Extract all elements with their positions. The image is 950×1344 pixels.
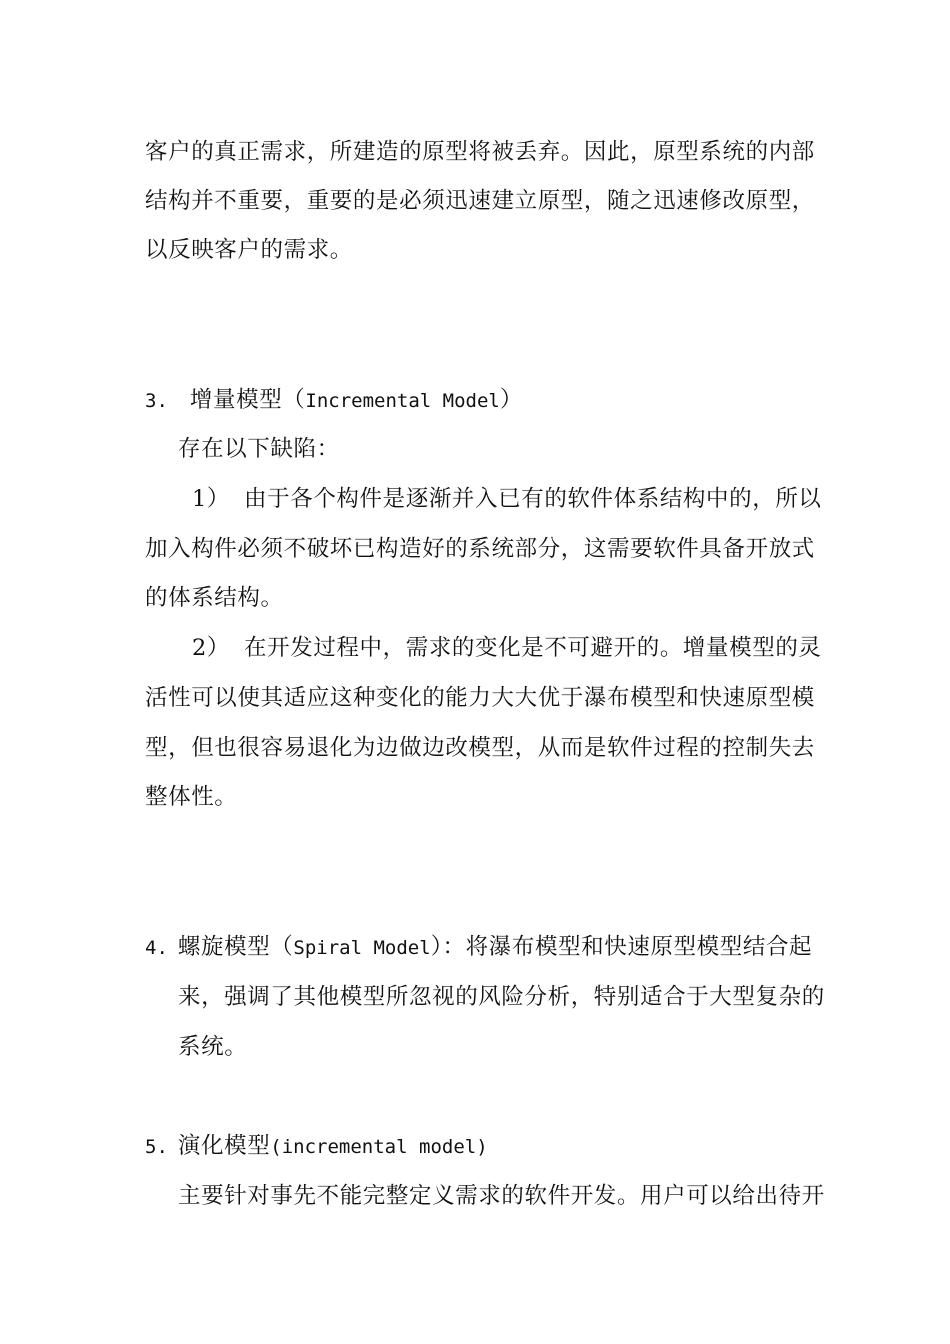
paragraph-line: 结构并不重要，重要的是必须迅速建立原型，随之迅速修改原型， xyxy=(145,188,815,214)
section-title-en: Spiral Model xyxy=(293,937,431,959)
paragraph-line: 以反映客户的需求。 xyxy=(145,237,353,263)
paragraph-line: 客户的真正需求，所建造的原型将被丢弃。因此，原型系统的内部 xyxy=(145,139,815,165)
list-marker: 1） xyxy=(192,486,231,512)
list-item-text: 在开发过程中，需求的变化是不可避开的。增量模型的灵 xyxy=(244,635,822,661)
section-5-heading xyxy=(145,1131,488,1162)
paragraph-line: 主要针对事先不能完整定义需求的软件开发。用户可以给出待开 xyxy=(178,1183,825,1209)
section-3-intro: 存在以下缺陷： xyxy=(178,436,340,462)
paragraph-line: 整体性。 xyxy=(145,784,238,810)
paragraph-line: 加入构件必须不破坏已构造好的系统部分，这需要软件具备开放式 xyxy=(145,536,815,562)
section-title-en: (incremental model) xyxy=(270,1136,488,1158)
list-item-text: 由于各个构件是逐渐并入已有的软件体系结构中的，所以 xyxy=(244,486,822,512)
section-title-cn: 增量模型（ xyxy=(189,387,306,413)
list-item-2-first-line xyxy=(192,633,822,663)
section-number: 4. xyxy=(145,937,168,959)
section-title-rest: ）：将瀑布模型和快速原型模型结合起 xyxy=(430,934,813,960)
section-title-en: Incremental Model xyxy=(305,390,500,412)
section-number: 5. xyxy=(145,1136,168,1158)
section-number: 3. xyxy=(145,390,168,412)
list-marker: 2） xyxy=(192,635,231,661)
paragraph-line: 型，但也很容易退化为边做边改模型，从而是软件过程的控制失去 xyxy=(145,735,815,761)
section-title-cn: 螺旋模型（ xyxy=(177,934,294,960)
section-title-cn: 演化模型 xyxy=(177,1133,271,1159)
section-4-heading xyxy=(145,932,812,963)
paragraph-line: 的体系结构。 xyxy=(145,585,284,611)
paragraph-line: 来，强调了其他模型所忽视的风险分析，特别适合于大型复杂的 xyxy=(178,984,825,1010)
section-title-close: ） xyxy=(499,387,523,413)
section-3-heading xyxy=(145,385,523,416)
list-item-1-first-line xyxy=(192,484,822,514)
paragraph-line: 系统。 xyxy=(178,1034,248,1060)
paragraph-line: 活性可以使其适应这种变化的能力大大优于瀑布模型和快速原型模 xyxy=(145,685,815,711)
